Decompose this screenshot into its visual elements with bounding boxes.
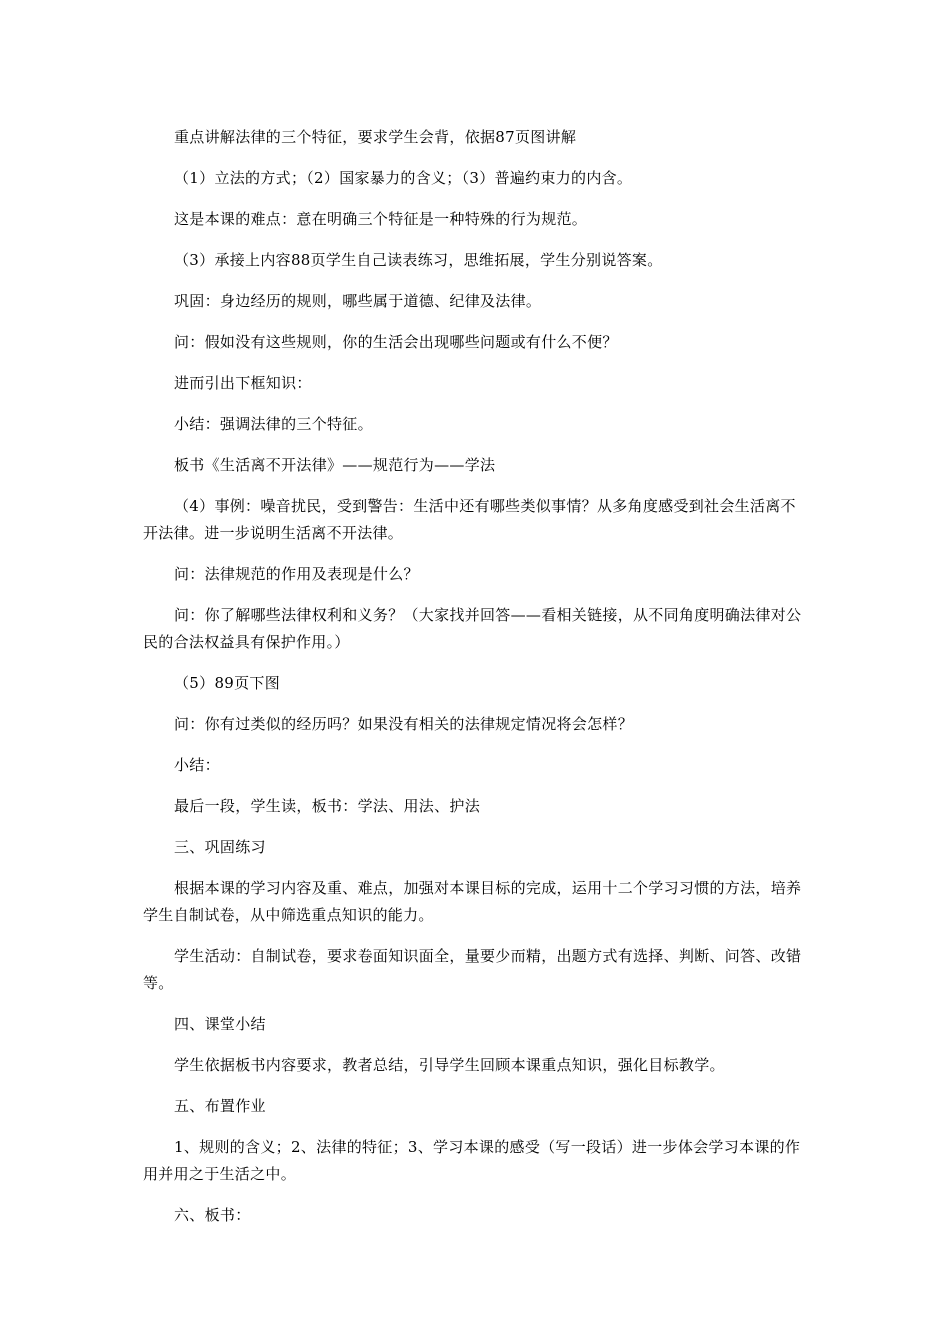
paragraph: 1、规则的含义；2、法律的特征；3、学习本课的感受（写一段话）进一步体会学习本课的作用并用之于生活之中。 <box>143 1138 801 1183</box>
paragraph: （1）立法的方式；（2）国家暴力的含义；（3）普遍约束力的内含。 <box>174 169 633 187</box>
paragraph: 最后一段，学生读，板书：学法、用法、护法 <box>174 797 481 815</box>
paragraph: 学生活动：自制试卷，要求卷面知识面全，量要少而精，出题方式有选择、判断、问答、改错等。 <box>143 947 802 992</box>
section-heading: 六、板书： <box>174 1206 251 1224</box>
paragraph: 重点讲解法律的三个特征，要求学生会背，依据87页图讲解 <box>174 128 577 146</box>
paragraph: 这是本课的难点：意在明确三个特征是一种特殊的行为规范。 <box>174 210 588 228</box>
paragraph: 问：你有过类似的经历吗？如果没有相关的法律规定情况将会怎样？ <box>174 715 634 733</box>
paragraph: 问：假如没有这些规则，你的生活会出现哪些问题或有什么不便？ <box>174 333 618 351</box>
paragraph: 根据本课的学习内容及重、难点，加强对本课目标的完成，运用十二个学习习惯的方法，培养学生自制试卷，从中筛选重点知识的能力。 <box>143 879 802 924</box>
paragraph: 小结：强调法律的三个特征。 <box>174 415 373 433</box>
section-heading: 五、布置作业 <box>174 1097 266 1115</box>
section-heading: 四、课堂小结 <box>174 1015 266 1033</box>
document-body <box>143 124 808 1243</box>
paragraph: （3）承接上内容88页学生自己读表练习，思维拓展，学生分别说答案。 <box>174 251 663 269</box>
paragraph: 问：你了解哪些法律权利和义务？（大家找并回答——看相关链接，从不同角度明确法律对公民的合法权益具有保护作用。） <box>143 606 802 651</box>
section-heading: 三、巩固练习 <box>174 838 266 856</box>
paragraph: 小结： <box>174 756 220 774</box>
paragraph: 巩固：身边经历的规则，哪些属于道德、纪律及法律。 <box>174 292 542 310</box>
paragraph: 学生依据板书内容要求，教者总结，引导学生回顾本课重点知识，强化目标教学。 <box>174 1056 725 1074</box>
paragraph: 板书《生活离不开法律》——规范行为——学法 <box>174 456 496 474</box>
paragraph: （4）事例：噪音扰民，受到警告：生活中还有哪些类似事情？从多角度感受到社会生活离不开法律。进一步说明生活离不开法律。 <box>143 497 796 542</box>
paragraph: （5）89页下图 <box>174 674 281 692</box>
paragraph: 问：法律规范的作用及表现是什么？ <box>174 565 419 583</box>
paragraph: 进而引出下框知识： <box>174 374 312 392</box>
